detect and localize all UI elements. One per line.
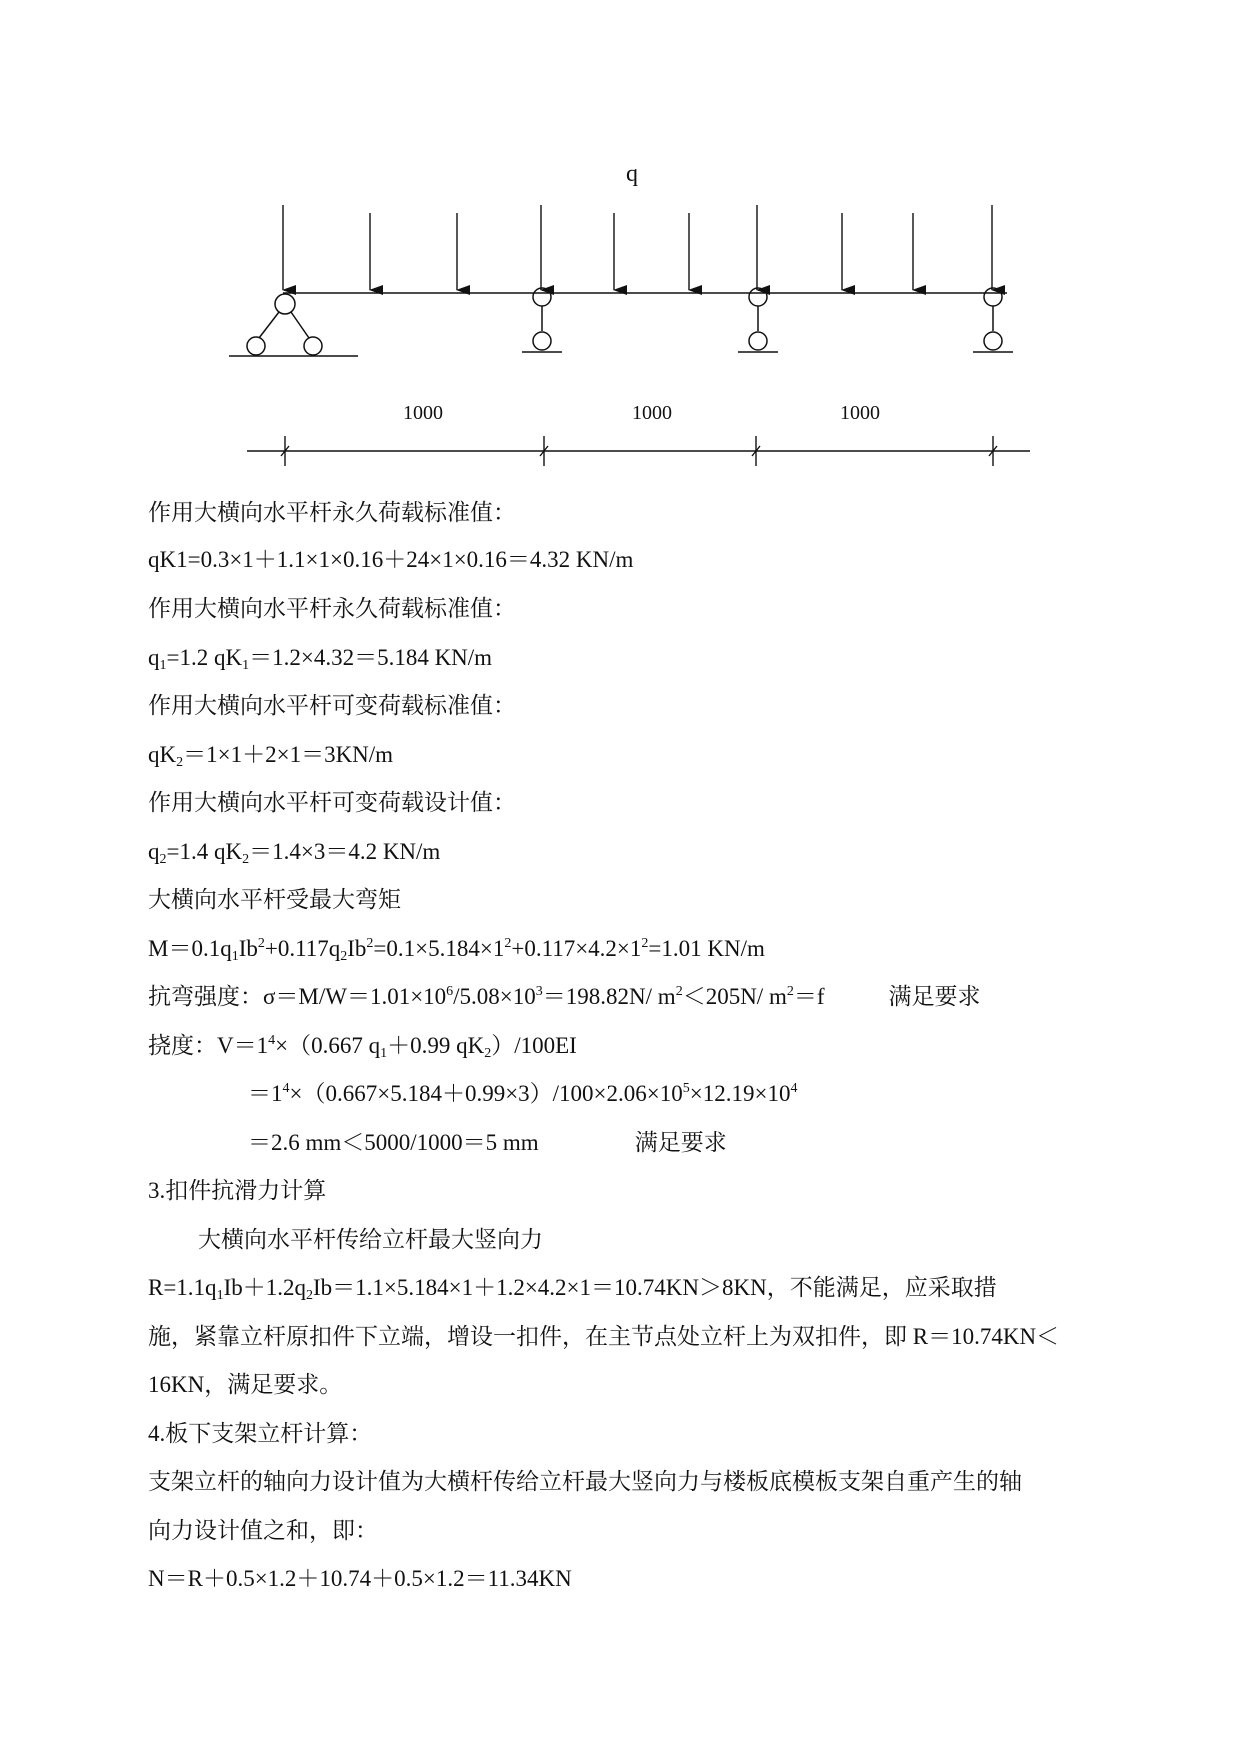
load-label: q — [626, 161, 638, 187]
text-line: 向力设计值之和，即： — [148, 1518, 378, 1543]
text-line: $qK_2=1\times 1+2\times 1=3KN/m$ — [148, 742, 394, 770]
text-line: 施，紧靠立杆原扣件下立端，增设一扣件，在主节点处立杆上为双扣件，即 R＝10.74KN＜ — [148, 1324, 1060, 1349]
text-line: 作用大横向水平杆永久荷载标准值： — [148, 500, 516, 525]
beam-load-diagram — [0, 0, 1241, 480]
text-line: $M=0.1q_1Ib^2+0.117q_2Ib^2=0.1\times 5.184\times 1^2+0.117\times 4.2\times 1^2=1.01$ KN/m — [148, 936, 765, 964]
text-line: 作用大横向水平杆可变荷载设计值： — [148, 790, 516, 815]
text-line: 16KN，满足要求。 — [148, 1372, 343, 1397]
text-line: $=1^4\times(0.667\times 5.184+0.99\times 3)/100\times 2.06\times 10^5\times 12.19\times 10^4$ — [248, 1081, 798, 1106]
text-line: 挠度：$V=1^4\times(0.667$ $q_1+0.99$ $qK_2)/100EI$ — [148, 1033, 577, 1061]
load-arrows — [283, 205, 992, 290]
roller-support — [738, 288, 778, 352]
text-line: ＝2.6 mm＜5000/1000＝5 mm 满足要求 — [248, 1130, 727, 1155]
text-line: N＝R＋0.5×1.2＋10.74＋0.5×1.2＝11.34KN — [148, 1566, 572, 1591]
text-line: $q_2=1.4$ $qK_2=1.4\times 3=4.2$ KN/m — [148, 839, 441, 867]
text-line: qK1=0.3×1＋1.1×1×0.16＋24×1×0.16＝4.32 KN/m — [148, 547, 634, 572]
dimension-line — [247, 436, 1030, 466]
section-heading: 3.扣件抗滑力计算 — [148, 1178, 327, 1203]
text-line: $q_1=1.2$ $qK_1=1.2\times 4.32=5.184$ KN/m — [148, 645, 493, 673]
span-label: 1000 — [632, 402, 672, 424]
text-line: 作用大横向水平杆可变荷载标准值： — [148, 693, 516, 718]
section-heading: 4.板下支架立杆计算： — [148, 1421, 373, 1446]
text-line: 抗弯强度：$\sigma=M/W=1.01\times 10^6/5.08\times 10^3=198.82N/$ $m^2<205N/$ $m^2=f$ 满足要求 — [148, 984, 981, 1009]
text-line: 作用大横向水平杆永久荷载标准值： — [148, 596, 516, 621]
roller-support — [522, 288, 562, 352]
text-line: 大横向水平杆受最大弯矩 — [148, 887, 401, 912]
span-label: 1000 — [403, 402, 443, 424]
pinned-support — [229, 294, 358, 356]
text-line: 支架立杆的轴向力设计值为大横杆传给立杆最大竖向力与楼板底模板支架自重产生的轴 — [148, 1469, 1022, 1494]
text-line: 大横向水平杆传给立杆最大竖向力 — [198, 1227, 543, 1252]
roller-support — [973, 288, 1013, 352]
span-label: 1000 — [840, 402, 880, 424]
text-line: $R=1.1q_1Ib+1.2q_2Ib=1.1\times 5.184\times 1+1.2\times 4.2\times 1=10.74KN>8KN$，不能满足，应采取措 — [148, 1275, 997, 1303]
